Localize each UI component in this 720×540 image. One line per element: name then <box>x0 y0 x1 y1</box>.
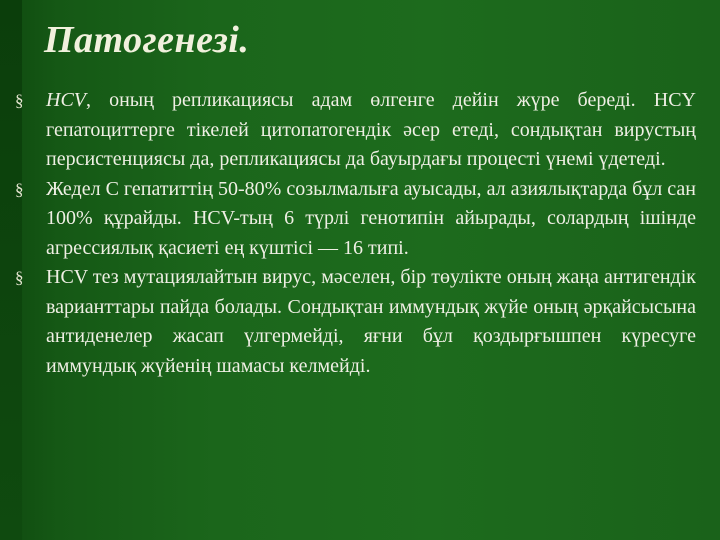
bullet-item-2 <box>15 175 696 264</box>
bullet-lead: HCV <box>46 89 86 111</box>
bullet-item-1 <box>15 86 696 175</box>
bullet-text: HCV тез мутациялайтын вирус, мәселен, бір төулікте оның жаңа антигендік варианттары пайда болады. Сондықтан иммундық жүйе оның әрқайсысына антиденелер жасап үлгермейді, яғни бұл қоздырғышпен күресуге иммундық жүйенің шамасы келмейді. <box>46 266 696 377</box>
bullet-list <box>15 86 696 381</box>
section-bullet-icon: § <box>15 268 24 287</box>
section-bullet-icon: § <box>15 91 24 110</box>
section-bullet-icon: § <box>15 179 24 199</box>
slide-title: Патогенезі. <box>44 19 250 61</box>
bullet-text: Жедел С гепатиттің 50-80% созылмалыға ауысады, ал азиялықтарда бұл сан 100% құрайды. HCV-тың 6 түрлі генотипін айырады, солардың ішінде агрессиялық қасиеті ең күштісі — 16 типі. <box>46 177 696 259</box>
bullet-text: , оның репликациясы адам өлгенге дейін жүре береді. HCY гепатоциттерге тікелей цитопатогендік әсер етеді, сондықтан вирустың персистенциясы да, репликациясы да бауырдағы процесті үнемі үдетеді. <box>46 89 696 170</box>
bullet-item-3 <box>15 263 696 381</box>
